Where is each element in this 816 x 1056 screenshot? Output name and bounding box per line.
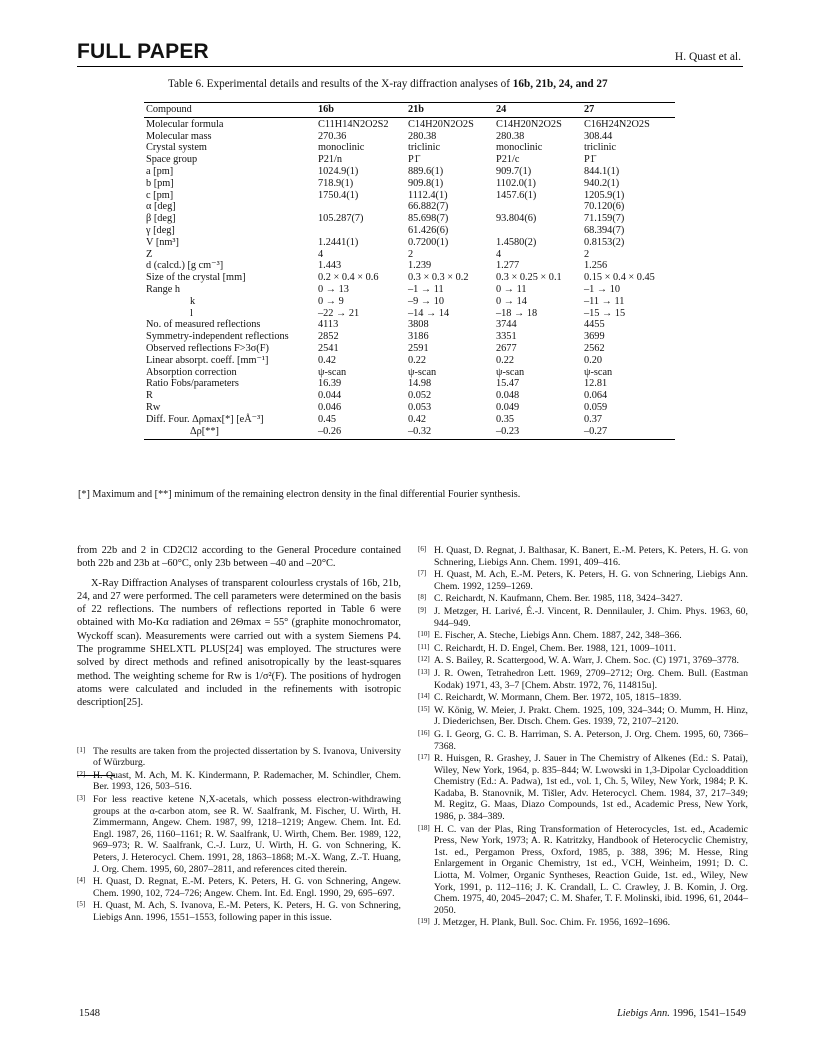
row-label: Diff. Four. Δρmax[*] [eÅ⁻³] [146, 413, 264, 425]
table-caption [168, 78, 608, 90]
table-row [144, 166, 675, 178]
table-cell: 85.698(7) [408, 213, 449, 225]
row-label: α [deg] [146, 201, 176, 213]
reference [418, 917, 748, 929]
journal-citation [617, 1008, 746, 1019]
table-cell: 3351 [496, 331, 517, 343]
table-row [144, 390, 675, 402]
table-row [144, 284, 675, 296]
row-label: Ratio Fobs/parameters [146, 378, 239, 390]
table-cell: 0.20 [584, 354, 603, 366]
table-cell: 0 → 14 [496, 295, 527, 307]
reference-text: E. Fischer, A. Steche, Liebigs Ann. Chem. 1887, 242, 348–366. [434, 630, 682, 642]
row-label: Δρ[**] [144, 426, 316, 440]
reference-number: [19] [418, 917, 430, 926]
table-cell: –18 → 18 [496, 307, 538, 319]
reference-number: [11] [418, 642, 430, 651]
table-cell: 889.6(1) [408, 165, 444, 177]
reference-number: [16] [418, 728, 430, 737]
reference-number: [12] [418, 655, 430, 664]
table-cell: –22 → 21 [318, 307, 360, 319]
table-cell: 2 [408, 248, 414, 260]
table-cell: ψ-scan [408, 366, 437, 378]
table-cell: –0.23 [494, 426, 582, 440]
reference [418, 668, 748, 691]
reference-number: [13] [418, 667, 430, 676]
table-cell: 2852 [318, 331, 339, 343]
table-cell: 4 [496, 248, 502, 260]
reference-text: J. Metzger, H. Plank, Bull. Soc. Chim. Fr. 1956, 1692–1696. [434, 917, 671, 929]
table-cell: monoclinic [496, 142, 543, 154]
table-row [144, 225, 675, 237]
table-cell: 4 [318, 248, 324, 260]
xray-table [144, 102, 675, 440]
table-cell: 3808 [408, 319, 429, 331]
table-cell: 93.804(6) [496, 213, 537, 225]
reference-text: H. Quast, M. Ach, E.-M. Peters, K. Peters, H. G. von Schnering, Liebigs Ann. Chem. 1992, 1259–1269. [434, 569, 748, 592]
table-cell: 68.394(7) [584, 224, 625, 236]
row-label: a [pm] [146, 165, 174, 177]
table-cell: 0.37 [584, 413, 603, 425]
table-cell: triclinic [408, 142, 441, 154]
column-header: 16b [316, 103, 406, 118]
table-cell: 70.120(6) [584, 201, 625, 213]
table-cell: 280.38 [408, 130, 437, 142]
column-header: Compound [144, 103, 316, 118]
reference [77, 746, 401, 769]
table-cell: 1.239 [408, 260, 432, 272]
references-right [418, 545, 748, 930]
table-cell [316, 201, 406, 213]
reference [418, 630, 748, 642]
journal-name: Liebigs Ann. [616, 1008, 670, 1019]
page-number: 1548 [79, 1008, 100, 1019]
table-row [144, 213, 675, 225]
reference [418, 824, 748, 917]
table-row [144, 131, 675, 143]
table-row [144, 272, 675, 284]
table-cell: 0.45 [318, 413, 337, 425]
row-label: Size of the crystal [mm] [146, 272, 246, 284]
table-cell: 1.2441(1) [318, 236, 359, 248]
table-cell: ψ-scan [584, 366, 613, 378]
table-row [144, 178, 675, 190]
table-row [144, 319, 675, 331]
table-row [144, 414, 675, 426]
reference-text: C. Reichardt, H. D. Engel, Chem. Ber. 1988, 121, 1009–1011. [434, 642, 677, 654]
table-cell: 1750.4(1) [318, 189, 359, 201]
table-cell: 0.22 [408, 354, 427, 366]
table-row [144, 331, 675, 343]
table-cell: 2 [584, 248, 590, 260]
table-cell: 2562 [584, 342, 605, 354]
table-cell: 3744 [496, 319, 517, 331]
reference [418, 655, 748, 667]
reference-text: R. Huisgen, R. Grashey, J. Sauer in The Chemistry of Alkenes (Ed.: S. Patai), Wiley, New York, 1964, p. 835–844; W. Lwowski in 1,3-Dipolar Cycloaddition Chemistry (Ed.: A. Padwa), 1st ed., vol. 1, Ch. 5, Wiley, New York, 1984; P. K. Kadaba, B. Stanovnik, M. Tišler, Adv. Heterocycl. Chem. 1984, 37, 217–349; M. Regitz, G. Maas, Diazo Compounds, 1st ed., Academic Press, New York, 1986, p. 384–389. [434, 753, 748, 823]
reference [77, 770, 401, 793]
row-label: γ [deg] [146, 224, 175, 236]
reference [77, 794, 401, 875]
table-cell: ψ-scan [318, 366, 347, 378]
references-left [77, 746, 401, 924]
reference-text: W. König, W. Meier, J. Prakt. Chem. 1925, 109, 324–344; O. Mumm, H. Hinz, J. Diederichsen, Ber. Dtsch. Chem. Ges. 1939, 72, 2107–2120. [434, 704, 748, 728]
column-header: 27 [582, 103, 675, 118]
table-cell [316, 225, 406, 237]
reference [77, 900, 401, 923]
table-cell: 1024.9(1) [318, 165, 359, 177]
table-cell: P1̄ [408, 154, 419, 166]
table-cell: 1457.6(1) [496, 189, 537, 201]
reference-text: H. Quast, D. Regnat, J. Balthasar, K. Banert, E.-M. Peters, K. Peters, H. G. von Schnering, Liebigs Ann. Chem. 1991, 409–416. [434, 545, 748, 568]
table-cell: 2591 [408, 342, 429, 354]
table-header-row [144, 103, 675, 118]
table-cell: –1 → 11 [408, 283, 444, 295]
table-cell: 909.7(1) [496, 165, 532, 177]
row-label: Symmetry-independent reflections [146, 331, 289, 343]
table-cell: P21/n [318, 154, 343, 166]
table-cell: 1.443 [318, 260, 342, 272]
table-cell: 280.38 [496, 130, 525, 142]
reference [418, 593, 748, 605]
table-cell: P1̄ [584, 154, 595, 166]
reference-number: [7] [418, 569, 427, 578]
table-cell: 2541 [318, 342, 339, 354]
table-cell: 308.44 [584, 130, 613, 142]
table-cell: 0.046 [318, 401, 342, 413]
row-label: Space group [146, 154, 198, 166]
table-row [144, 237, 675, 249]
reference-number: [1] [77, 745, 86, 754]
reference [418, 606, 748, 629]
table-row [144, 367, 675, 379]
table-cell: –11 → 11 [584, 295, 625, 307]
reference-text: H. Quast, M. Ach, S. Ivanova, E.-M. Peters, K. Peters, H. G. von Schnering, Liebigs Ann. 1996, 1551–1553, following paper in this issue. [93, 900, 401, 923]
table-cell: 1102.0(1) [496, 177, 536, 189]
table-cell: 1112.4(1) [408, 189, 448, 201]
table-body [144, 117, 675, 440]
row-label: b [pm] [146, 177, 174, 189]
table-cell: –0.32 [406, 426, 494, 440]
table-cell: 0.044 [318, 390, 342, 402]
table-cell: 71.159(7) [584, 213, 625, 225]
row-label: Crystal system [146, 142, 207, 154]
reference-text: J. Metzger, H. Larivé, É.-J. Vincent, R. Dennilauler, J. Chim. Phys. 1963, 60, 944–949. [434, 605, 748, 629]
table-cell: 16.39 [318, 378, 342, 390]
table-cell: 1.256 [584, 260, 608, 272]
row-label: Linear absorpt. coeff. [mm⁻¹] [146, 354, 269, 366]
table-cell: 1.277 [496, 260, 520, 272]
table-cell: 0.2 × 0.4 × 0.6 [318, 272, 379, 284]
table-cell: 0.048 [496, 390, 520, 402]
table-cell: ψ-scan [496, 366, 525, 378]
table-cell: 0.7200(1) [408, 236, 449, 248]
reference-text: G. I. Georg, G. C. B. Harriman, S. A. Peterson, J. Org. Chem. 1995, 60, 7366–7368. [434, 728, 748, 752]
table-row [144, 378, 675, 390]
table-cell: –1 → 10 [584, 283, 621, 295]
table-cell: 270.36 [318, 130, 347, 142]
reference-text: H. C. van der Plas, Ring Transformation of Heterocycles, 1st. ed., Academic Press, New York, 1973; A. R. Katritzky, Handbook of Heterocyclic Chemistry, 1st. ed., Pergamon Press, Oxford, 1985, p. 388, 396; M. Hesse, Ring Enlargement in Organic Chemistry, 1st ed., VCH, Weinheim, 1991; D. C. Liotta, M. Volmer, Organic Syntheses, Reaction Guide, 1st. ed., Wiley, New York, 1991, p. 112–116; J. K. Crandall, L. C. Crawley, J. B. Komin, J. Org. Chem. 1975, 40, 2045–2047; C. M. Shafer, T. F. Molinski, ibid. 1996, 61, 2044–2050. [434, 823, 748, 916]
table-cell: –14 → 14 [408, 307, 450, 319]
table-cell: –0.27 [582, 426, 675, 440]
column-header: 24 [494, 103, 582, 118]
reference [418, 753, 748, 823]
paragraph: from 22b and 2 in CD2Cl2 according to the General Procedure contained both 22b and 23b at –60°C, only 23b between –40 and –20°C. [77, 545, 401, 570]
reference-number: [2] [77, 769, 86, 778]
table-row [144, 154, 675, 166]
table-cell: 0.35 [496, 413, 515, 425]
table-cell: 0.052 [408, 390, 432, 402]
table-cell: 0.3 × 0.3 × 0.2 [408, 272, 469, 284]
row-label: Rw [146, 401, 161, 413]
reference-number: [15] [418, 704, 430, 713]
footnote-rule [77, 775, 115, 776]
table-cell [494, 225, 582, 237]
table-cell: C14H20N2O2S [408, 118, 474, 130]
table-cell: 0.049 [496, 401, 520, 413]
reference-number: [9] [418, 605, 427, 614]
reference-number: [8] [418, 593, 427, 602]
table-cell: 0.22 [496, 354, 515, 366]
row-label: R [146, 390, 153, 402]
table-row [144, 308, 675, 320]
reference-number: [10] [418, 630, 430, 639]
table-cell: 0 → 9 [318, 295, 344, 307]
reference [418, 643, 748, 655]
caption-compounds: 16b, 21b, 24, and 27 [512, 78, 608, 90]
table-cell: –9 → 10 [408, 295, 445, 307]
table-cell: 2677 [496, 342, 517, 354]
row-label: c [pm] [146, 189, 174, 201]
table-cell: 105.287(7) [318, 213, 364, 225]
reference [77, 876, 401, 899]
table-cell: 15.47 [496, 378, 520, 390]
reference-number: [4] [77, 876, 86, 885]
table-cell: 0.059 [584, 401, 608, 413]
table-cell: 0.8153(2) [584, 236, 625, 248]
row-label: V [nm³] [146, 236, 179, 248]
table-cell: 1205.9(1) [584, 189, 625, 201]
table-row [144, 402, 675, 414]
table-cell: 909.8(1) [408, 177, 444, 189]
table-cell: 0 → 11 [496, 283, 527, 295]
table-cell: 1.4580(2) [496, 236, 537, 248]
table-cell: 940.2(1) [584, 177, 620, 189]
table-cell: monoclinic [318, 142, 365, 154]
table-cell: 718.9(1) [318, 177, 354, 189]
table-cell: 0.064 [584, 390, 608, 402]
table-footnote: [*] Maximum and [**] minimum of the remaining electron density in the final differential Fourier synthesis. [78, 489, 521, 500]
row-label: β [deg] [146, 213, 176, 225]
experimental-text [77, 544, 401, 710]
table-row [144, 190, 675, 202]
table-cell: –15 → 15 [584, 307, 626, 319]
row-label: Range h [146, 283, 181, 295]
row-label: Z [146, 248, 153, 260]
table-cell: C11H14N2O2S2 [318, 118, 389, 130]
table-cell: 0.053 [408, 401, 432, 413]
table-row [144, 117, 675, 130]
table-cell: 66.882(7) [408, 201, 449, 213]
running-authors: H. Quast et al. [674, 51, 741, 63]
row-label: Molecular mass [146, 130, 212, 142]
table-row [144, 343, 675, 355]
reference-number: [6] [418, 545, 427, 553]
table-cell: 844.1(1) [584, 165, 620, 177]
row-label: Absorption correction [146, 366, 237, 378]
column-header: 21b [406, 103, 494, 118]
reference-text: H. Quast, D. Regnat, E.-M. Peters, K. Peters, H. G. von Schnering, Angew. Chem. 1990, 102, 724–726; Angew. Chem. Int. Ed. Engl. 1990, 29, 695–697. [93, 876, 401, 899]
reference-number: [5] [77, 900, 86, 909]
table-row [144, 296, 675, 308]
reference-text: C. Reichardt, N. Kaufmann, Chem. Ber. 1985, 118, 3424–3427. [434, 593, 683, 605]
journal-volume: 1996, 1541–1549 [672, 1008, 746, 1019]
reference-text: For less reactive ketene N,X-acetals, which possess electron-withdrawing groups at the α-carbon atom, see R. W. Saalfrank, M. Fischer, U. Wirth, H. Zimmermann, Angew. Chem. 1987, 99, 1218–1219; Angew. Chem. Int. Ed. Engl. 1987, 26, 1160–1161; R. W. Saalfrank, U. Wirth, Chem. Ber. 1989, 122, 969–973; R. W. Saalfrank, C.-J. Lurz, U. Wirth, H. G. von Schnering, K. Peters, J. Heterocycl. Chem. 1991, 28, 1863–1868; M.-X. Wang, Z.-T. Huang, J. Org. Chem. 1995, 60, 2807–2811, and references cited therein. [93, 793, 401, 875]
table-cell: 0.15 × 0.4 × 0.45 [584, 272, 655, 284]
reference [418, 705, 748, 728]
reference-text: C. Reichardt, W. Mormann, Chem. Ber. 1972, 105, 1815–1839. [434, 692, 682, 704]
row-label: l [190, 307, 193, 319]
reference-number: [18] [418, 823, 430, 832]
table-cell: 3699 [584, 331, 605, 343]
reference-number: [14] [418, 692, 430, 701]
table-cell: 0.42 [318, 354, 337, 366]
table-cell: 61.426(6) [408, 224, 449, 236]
reference [418, 569, 748, 592]
row-label: Molecular formula [146, 118, 224, 130]
table-cell: 3186 [408, 331, 429, 343]
table-cell: 0.3 × 0.25 × 0.1 [496, 272, 562, 284]
table-cell: C16H24N2O2S [584, 118, 650, 130]
row-label: k [190, 295, 196, 307]
row-label: Observed reflections F>3σ(F) [146, 342, 269, 354]
table-row [144, 249, 675, 261]
table-cell: –0.26 [316, 426, 406, 440]
table-row [144, 426, 675, 440]
table-cell: 14.98 [408, 378, 432, 390]
table-cell: triclinic [584, 142, 617, 154]
reference-text: H. Quast, M. Ach, M. K. Kindermann, P. Rademacher, M. Schindler, Chem. Ber. 1993, 126, 503–516. [93, 769, 401, 793]
table-cell: P21/c [496, 154, 520, 166]
table-cell: 0.42 [408, 413, 427, 425]
paragraph: X-Ray Diffraction Analyses of transparent colourless crystals of 16b, 21b, 24, and 27 were performed. The cell parameters were determined on the basis of 22 reflections. The numbers of reflections reported in Table 6 were obtained with Mo-Kα radiation and 2Θmax = 55° (graphite monochromator, Wyckoff scan). Measurements were carried out with a system Siemens P4. The programme SHELXTL PLUS[24] was employed. The structures were solved by direct methods and refined anisotropically by the least-squares method. The weighting scheme for Rw is 1/σ²(F). The positions of hydrogen atoms were calculated and included in the refinements with isotropic description[25]. [77, 577, 401, 709]
table-cell: 4113 [318, 319, 339, 331]
section-kind: FULL PAPER [77, 40, 209, 63]
table-cell: 0 → 13 [318, 283, 349, 295]
table-cell: 4455 [584, 319, 605, 331]
caption-text: Table 6. Experimental details and results of the X-ray diffraction analyses of [168, 78, 510, 90]
running-header [77, 40, 743, 67]
reference-text: J. R. Owen, Tetrahedron Lett. 1969, 2709–2712; Org. Chem. Bull. (Eastman Kodak) 1971, 43, 3–7 [Chem. Abstr. 1972, 76, 114815u]. [434, 667, 748, 691]
reference-text: The results are taken from the projected dissertation by S. Ivanova, University of Würzburg. [93, 745, 401, 769]
reference-text: A. S. Bailey, R. Scattergood, W. A. Warr, J. Chem. Soc. (C) 1971, 3769–3778. [434, 655, 739, 667]
table-row [144, 142, 675, 154]
reference-number: [3] [77, 793, 86, 802]
table-row [144, 355, 675, 367]
table-row [144, 260, 675, 272]
row-label: d (calcd.) [g cm⁻³] [146, 260, 224, 272]
reference [418, 545, 748, 568]
reference [418, 729, 748, 752]
row-label: No. of measured reflections [146, 319, 261, 331]
table-cell [494, 201, 582, 213]
table-row [144, 201, 675, 213]
reference [418, 692, 748, 704]
reference-number: [17] [418, 753, 430, 762]
left-column [77, 544, 401, 924]
table-cell: C14H20N2O2S [496, 118, 562, 130]
table-cell: 12.81 [584, 378, 608, 390]
